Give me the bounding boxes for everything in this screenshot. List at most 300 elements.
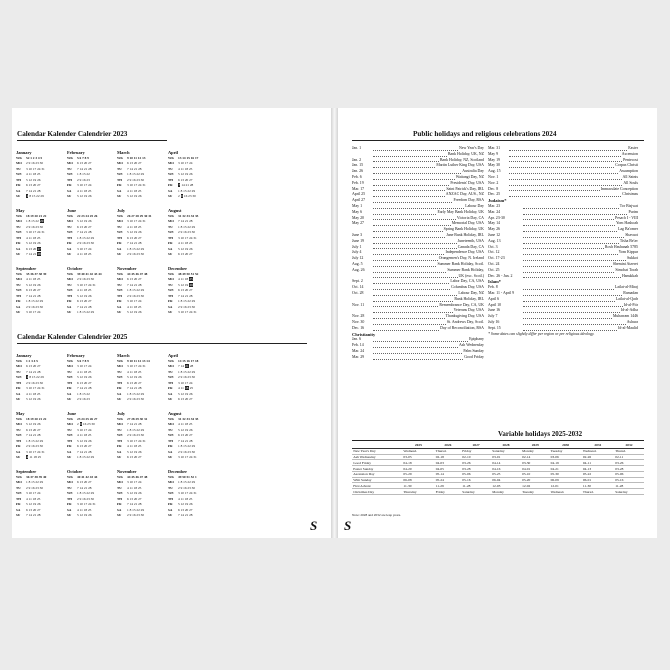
day-row: TU 4 11 18 25 xyxy=(117,224,142,229)
holiday-name: Sukkot xyxy=(626,256,638,261)
day-label: SU xyxy=(117,397,122,401)
holiday-name: Yom Hashoah xyxy=(616,221,638,226)
week-numbers: 31 32 33 34 35 xyxy=(178,416,199,421)
day-label: WE xyxy=(16,491,22,495)
day-row: TH 7 14 21 28 xyxy=(168,293,193,298)
date-cell: 11-30 xyxy=(402,483,434,489)
month-name: March xyxy=(117,150,130,155)
dot-leader xyxy=(373,355,463,360)
dot-leader xyxy=(523,285,614,290)
day-row: SA 4 11 18 25 xyxy=(16,391,41,396)
day-label: WE xyxy=(67,172,73,176)
year-header: 2029 xyxy=(521,443,549,448)
day-label: TH xyxy=(117,496,122,501)
dot-leader xyxy=(373,262,436,267)
day-label: FR xyxy=(117,444,122,448)
day-label: SA xyxy=(117,188,122,193)
day-label: SA xyxy=(67,391,72,396)
holiday-date: Feb. 14 xyxy=(352,343,364,348)
day-row: TU 7 14 21 28 xyxy=(117,166,142,171)
day-label: FR xyxy=(16,386,21,390)
month-name: June xyxy=(67,411,77,416)
day-row: TH 6 13 20 27 xyxy=(117,496,142,501)
date-cell: 11-30 xyxy=(582,483,614,489)
day-row: SU 1 8 15 22 29 xyxy=(67,455,95,459)
date-cell: 03-26 xyxy=(461,460,491,466)
day-label: TU xyxy=(168,427,173,432)
day-label: FR xyxy=(117,183,122,187)
highlighted-date: 18 xyxy=(185,386,189,390)
day-row: SU 4 11 18 25 xyxy=(16,455,42,459)
date-cell: 05-29 xyxy=(402,471,434,477)
date-cell: 02-10 xyxy=(461,454,491,460)
holiday-date: May 6 xyxy=(352,209,363,214)
day-row: FR 6 13 20 27 xyxy=(67,299,92,303)
day-row: FR 1 8 15 22 29 xyxy=(168,444,196,448)
holiday-name: Lailat-al-Qadr xyxy=(615,296,638,301)
holiday-name: Labour Day, NZ xyxy=(458,290,484,295)
holiday-name: ANZAC Day, AUS., NZ xyxy=(445,192,484,197)
holiday-date: Mar. 23 xyxy=(488,203,501,208)
day-row: WE 1 8 15 22 29 xyxy=(117,288,145,292)
day-label: TU xyxy=(67,485,72,490)
day-row: SA 2 9 16 23 30 xyxy=(168,304,196,309)
day-label: MO xyxy=(67,422,73,426)
date-cell: 02-14 xyxy=(521,454,549,460)
day-row: SU 7 14 21 28 xyxy=(16,513,41,517)
month-name: December xyxy=(168,469,188,474)
holiday-name: Presidents' Day, USA xyxy=(450,180,484,185)
day-label: WE xyxy=(168,230,174,234)
day-row: TH 4 11 18 25 xyxy=(16,235,41,240)
holiday-name: Tor Bisjwat xyxy=(619,203,638,208)
day-label: SA xyxy=(117,391,122,396)
day-row: FR 3 10 17 24 31 xyxy=(67,502,96,506)
dot-leader xyxy=(373,297,453,302)
day-row: SA 1 8 15 22 29 xyxy=(117,507,145,512)
day-label: TH xyxy=(67,177,72,182)
day-label: SU xyxy=(67,252,72,256)
day-label: MO xyxy=(67,277,73,281)
date-cell: 05-10 xyxy=(521,471,549,477)
month-block xyxy=(16,411,46,461)
date-cell: Thursd. xyxy=(582,489,614,495)
holiday-name: Palm Sunday xyxy=(463,348,484,353)
month-block xyxy=(16,353,45,403)
day-row: SU 2 9 16 23 30 xyxy=(117,252,145,256)
day-label: WE xyxy=(16,375,22,379)
day-label: SU xyxy=(168,513,173,517)
month-name: April xyxy=(168,150,179,155)
week-numbers: 27 28 29 30 31 xyxy=(127,416,148,421)
month-name: January xyxy=(16,353,32,358)
day-label: SA xyxy=(168,507,173,512)
highlighted-date: 1 xyxy=(26,375,29,379)
date-cell: 04-01 xyxy=(521,466,549,472)
month-name: September xyxy=(16,266,37,271)
dot-leader xyxy=(373,175,455,180)
month-name: January xyxy=(16,150,32,155)
day-row: FR 7 14 21 28 xyxy=(117,241,142,245)
day-row: FR 7 14 21 28 xyxy=(117,502,142,506)
day-row: MO 1 8 15 22 29 xyxy=(168,480,196,484)
day-label: TH xyxy=(168,235,173,240)
holiday-date: May 1 xyxy=(352,203,363,208)
date-cell: Wednesd. xyxy=(402,448,434,454)
dot-leader xyxy=(523,239,619,244)
highlighted-date: 21 xyxy=(185,364,189,368)
day-row: TU 7 14 21 28 xyxy=(16,369,41,374)
day-row: SU 5 12 19 26 xyxy=(16,397,41,401)
holiday-date: Aug. 15 xyxy=(488,169,501,174)
holiday-name: Independence Day, USA xyxy=(445,250,484,255)
month-block xyxy=(117,353,150,403)
month-name: August xyxy=(168,208,182,213)
holiday-name: Saint Patrick's Day, IRL xyxy=(446,186,484,191)
year-header: 2027 xyxy=(461,443,491,448)
date-cell: 05-06 xyxy=(461,471,491,477)
highlighted-date: 26 xyxy=(189,282,193,287)
week-numbers: 13 14 15 16 17 xyxy=(178,155,199,160)
day-label: SU xyxy=(16,455,21,459)
holiday-date: Dec. 26 - Jan. 2 xyxy=(488,273,513,278)
holiday-date: May 9 xyxy=(488,151,499,156)
month-block xyxy=(117,150,146,200)
holiday-name-cell: Ascension Day xyxy=(352,471,402,477)
dot-leader xyxy=(373,221,451,226)
date-cell: 05-16 xyxy=(614,477,644,483)
dot-leader xyxy=(523,216,614,221)
day-label: FR xyxy=(16,183,21,187)
holiday-name: Shavuot xyxy=(625,232,638,237)
day-label: TH xyxy=(168,380,173,385)
christianity-heading: Christianity xyxy=(352,331,376,337)
holiday-name: Pesach I - VIII xyxy=(615,215,638,220)
day-row: WE 7 14 21 28 xyxy=(67,230,92,234)
holiday-name: Id-al-Fitr xyxy=(623,302,638,307)
week-numbers: 26 27 28 29 30 31 xyxy=(127,213,152,218)
day-label: TH xyxy=(67,438,72,443)
dot-leader xyxy=(373,285,450,290)
day-row: WE 5 12 19 26 xyxy=(168,172,193,176)
date-cell: 03-28 xyxy=(461,466,491,472)
day-label: TH xyxy=(168,293,173,298)
day-row: WE 3 10 17 24 xyxy=(16,491,41,495)
date-cell: 03-01 xyxy=(491,454,521,460)
date-cell: 05-22 xyxy=(582,471,614,477)
holiday-name: Assumption xyxy=(619,169,638,174)
day-label: FR xyxy=(168,183,173,187)
day-row: MO 4 11 18 25 xyxy=(168,422,193,426)
day-row: SA 4 11 18 25 xyxy=(117,304,142,309)
holiday-date: Dec. 25 xyxy=(488,192,501,197)
day-row: WE 5 12 19 26 xyxy=(67,375,92,379)
day-row: TH 3 10 17 24 xyxy=(168,380,193,385)
day-row: TH 6 13 20 27 xyxy=(168,177,193,182)
dot-leader xyxy=(523,291,622,296)
holiday-name: Spring Bank Holiday, UK xyxy=(443,227,484,232)
month-name: March xyxy=(117,353,130,358)
highlighted-date: 7 xyxy=(178,183,181,187)
day-label: FR xyxy=(16,444,21,448)
dot-leader xyxy=(373,349,462,354)
day-row: FR 2 9 16 23 30 xyxy=(67,241,95,245)
dot-leader xyxy=(373,320,446,325)
week-label: WK xyxy=(117,358,124,363)
day-label: TU xyxy=(16,427,21,432)
month-block xyxy=(67,150,91,200)
date-cell: Friday xyxy=(435,489,462,495)
day-label: WE xyxy=(168,491,174,495)
day-label: TU xyxy=(168,369,173,374)
dot-leader xyxy=(523,233,624,238)
day-label: FR xyxy=(117,299,122,303)
holiday-date: Jan. 2 xyxy=(352,157,362,162)
day-row: TU 4 11 18 25 xyxy=(67,369,92,374)
day-label: WE xyxy=(67,288,73,292)
holiday-name: New Year's Day xyxy=(458,146,484,150)
dot-leader xyxy=(373,245,457,250)
date-cell: 04-16 xyxy=(491,466,521,472)
day-label: MO xyxy=(16,277,22,281)
day-row: TU 3 10 17 24 31 xyxy=(67,282,96,287)
month-block xyxy=(16,469,46,519)
week-label: WK xyxy=(168,271,175,276)
date-cell: Monday xyxy=(521,448,549,454)
week-numbers: 39 40 41 42 43 44 xyxy=(77,271,102,276)
day-row: MO 6 13 20 27 xyxy=(16,364,41,368)
day-label: SU xyxy=(67,194,72,198)
holiday-name-cell: Easter Sunday xyxy=(352,466,402,472)
year-header: 2026 xyxy=(435,443,462,448)
day-row: SU 1 8 15 22 29 xyxy=(67,310,95,314)
holiday-name: Lailat-al-Miraj xyxy=(614,285,638,290)
dot-leader xyxy=(523,221,615,226)
holiday-name: St. Andrews Day, Scotl. xyxy=(446,319,484,324)
day-label: FR xyxy=(16,299,21,303)
date-cell: Saturday xyxy=(491,448,521,454)
day-row: FR 5 12 19 26 xyxy=(16,502,41,506)
holiday-date: July 16 xyxy=(488,319,500,324)
day-label: WE xyxy=(16,433,22,437)
day-row: SU 5 12 19 26 xyxy=(117,194,142,198)
week-label: WK xyxy=(16,358,23,363)
day-label: FR xyxy=(67,386,72,390)
week-label: WK xyxy=(16,213,23,218)
day-row: SU 2 9 16 23 30 xyxy=(117,397,145,401)
day-label: TH xyxy=(67,496,72,501)
dot-leader xyxy=(373,198,452,203)
day-label: TU xyxy=(168,485,173,490)
day-row: TH 6 13 20 27 xyxy=(67,380,92,385)
date-cell: 02-18 xyxy=(435,454,462,460)
week-numbers: 14 15 16 17 18 xyxy=(178,358,199,363)
date-cell: 06-04 xyxy=(491,477,521,483)
day-row: WE 4 11 18 25 xyxy=(67,433,92,437)
month-block xyxy=(168,411,198,461)
date-cell: 04-11 xyxy=(582,460,614,466)
date-cell: 05-16 xyxy=(461,477,491,483)
day-label: WE xyxy=(16,288,22,292)
holiday-date: Jan. 26 xyxy=(352,169,364,174)
date-cell: Tuesday xyxy=(549,448,581,454)
day-label: MO xyxy=(117,364,123,368)
dot-leader xyxy=(373,169,461,174)
day-label: TU xyxy=(117,485,122,490)
dot-leader xyxy=(523,314,612,319)
day-label: MO xyxy=(168,161,174,165)
holiday-name: Id-al-Maulid xyxy=(618,325,638,330)
holiday-name: Yom Kippur xyxy=(618,250,638,255)
holiday-name: Thanksgiving Day, USA xyxy=(445,314,484,319)
week-numbers: 40 41 42 43 44 xyxy=(77,474,98,479)
day-label: MO xyxy=(16,219,22,223)
date-cell: Monday xyxy=(491,489,521,495)
dot-leader xyxy=(509,187,600,192)
week-numbers: 35 36 37 38 39 xyxy=(26,271,47,276)
day-label: TU xyxy=(16,485,21,490)
month-block xyxy=(168,266,198,316)
holiday-date: July 4 xyxy=(352,250,362,255)
month-block xyxy=(168,208,198,258)
date-cell: 05-30 xyxy=(549,471,581,477)
day-label: FR xyxy=(117,386,122,390)
highlighted-date: 9 xyxy=(79,422,82,426)
week-label: WK xyxy=(67,416,74,421)
day-row: TU 6 13 20 27 xyxy=(67,224,92,229)
day-row: MO 1 8 15 22 29 xyxy=(16,480,44,484)
day-label: TU xyxy=(168,224,173,229)
day-label: FR xyxy=(67,241,72,245)
highlighted-date: 25 xyxy=(189,277,193,281)
day-row: WE 5 12 19 26 xyxy=(117,491,142,495)
day-row: TU 6 13 20 27 xyxy=(16,427,41,432)
day-label: WE xyxy=(16,172,22,176)
day-row: FR 3 10 17 24 31 xyxy=(16,386,45,390)
holiday-date: May 27 xyxy=(352,221,364,226)
month-name: October xyxy=(67,266,83,271)
holiday-name: All Saints xyxy=(622,174,638,179)
holiday-name-cell: Whit Sunday xyxy=(352,477,402,483)
holiday-name: Simchat Torah xyxy=(615,267,638,272)
dot-leader xyxy=(373,187,445,192)
day-label: WE xyxy=(168,375,174,379)
date-cell: Saturday xyxy=(614,489,644,495)
highlighted-date: 4 xyxy=(26,455,29,459)
week-numbers: 9 10 11 12 13 14 xyxy=(127,358,150,363)
holiday-name-cell: Christmas Day xyxy=(352,489,402,495)
day-row: WE 5 12 19 26 xyxy=(117,230,142,234)
day-label: WE xyxy=(117,433,123,437)
date-cell: 04-05 xyxy=(435,466,462,472)
date-cell: 12-02 xyxy=(521,483,549,489)
holiday-name: Martin Luther King Day, USA xyxy=(436,163,484,168)
holiday-date: Mar. 17 xyxy=(352,186,365,191)
dot-leader xyxy=(373,268,446,273)
holiday-date: Sept. 15 xyxy=(488,325,501,330)
dot-leader xyxy=(523,227,617,232)
day-label: WE xyxy=(67,375,73,379)
dot-leader xyxy=(373,256,438,261)
day-label: WE xyxy=(67,491,73,495)
holiday-date: Jan. 1 xyxy=(352,146,362,150)
year-header: 2032 xyxy=(614,443,644,448)
holiday-entry xyxy=(352,355,484,361)
day-label: MO xyxy=(117,161,123,165)
day-label: SU xyxy=(16,252,21,256)
day-row: WE 1 8 15 22 29 xyxy=(16,375,44,379)
holiday-name: Corpus Christi xyxy=(615,163,638,168)
holiday-name: Bank Holiday, IRL xyxy=(454,296,484,301)
day-row: TU 7 14 21 28 xyxy=(117,282,142,287)
day-label: WE xyxy=(117,491,123,495)
day-row: FR 4 11 18 25 xyxy=(168,386,194,390)
holiday-name-cell: New Year's Day xyxy=(352,448,402,454)
day-row: SU 5 12 19 26 xyxy=(67,513,92,517)
week-label: WK xyxy=(168,358,175,363)
month-block xyxy=(67,353,91,403)
day-row: FR 1 8 15 22 29 xyxy=(16,299,44,303)
date-cell: 12-01 xyxy=(549,483,581,489)
day-label: TU xyxy=(67,166,72,171)
week-numbers: 5 6 7 8 9 xyxy=(77,358,89,363)
day-label: WE xyxy=(16,230,22,234)
title-2023: Calendar Kalender Calendrier 2023 xyxy=(17,130,128,138)
day-row: SA 6 13 20 27 xyxy=(16,507,41,512)
week-numbers: 22 23 24 25 26 xyxy=(77,213,98,218)
holiday-date: Feb. 19 xyxy=(352,180,364,185)
variable-holidays-table xyxy=(352,443,644,495)
day-row: SA 6 13 20 27 xyxy=(168,507,193,512)
day-row: MO 3 10 17 24 31 xyxy=(117,364,146,368)
holiday-date: Mar. 11 - April 9 xyxy=(488,290,515,295)
judaism-heading: Judaism* xyxy=(488,198,507,204)
day-row: MO 3 10 17 24 31 xyxy=(117,219,146,223)
holiday-name: Shemini Atzeret xyxy=(612,261,638,266)
holiday-date: Dec. 8 xyxy=(488,186,499,191)
holiday-name: Ash Wednesday xyxy=(458,343,484,348)
week-label: WK xyxy=(16,474,23,479)
holiday-date: May 20 xyxy=(352,215,364,220)
day-label: WE xyxy=(168,172,174,176)
holiday-date: Aug. 5 xyxy=(352,261,363,266)
dot-leader xyxy=(373,274,458,279)
day-row: TH 2 9 16 23 30 xyxy=(117,177,145,182)
holiday-name: Australia Day xyxy=(462,169,484,174)
holiday-name: Good Friday xyxy=(464,354,484,359)
day-row: SA 1 8 15 22 29 xyxy=(117,246,145,251)
day-label: SU xyxy=(16,397,21,401)
holiday-name-cell: Ash Wednesday xyxy=(352,454,402,460)
day-row: FR 3 10 17 24 xyxy=(117,299,142,303)
day-row: TH 2 9 16 23 30 xyxy=(16,380,44,385)
day-row: SA 4 11 18 25 xyxy=(67,188,92,193)
holiday-date: Jan. 6 xyxy=(352,337,362,342)
month-block xyxy=(117,469,147,519)
holiday-date: Nov. 28 xyxy=(352,314,365,319)
week-label: WK xyxy=(168,416,175,421)
week-label: WK xyxy=(168,155,175,160)
title-rule xyxy=(17,140,167,141)
day-row: SU 5 12 19 26 xyxy=(67,194,92,198)
day-label: TH xyxy=(168,496,173,501)
holiday-name-cell: Good Friday xyxy=(352,460,402,466)
title-rule xyxy=(352,140,644,141)
dot-leader xyxy=(373,192,445,197)
day-row: WE 4 11 18 25 xyxy=(16,172,41,176)
title-2025: Calendar Kalender Calendrier 2025 xyxy=(17,333,128,341)
day-label: FR xyxy=(67,502,72,506)
